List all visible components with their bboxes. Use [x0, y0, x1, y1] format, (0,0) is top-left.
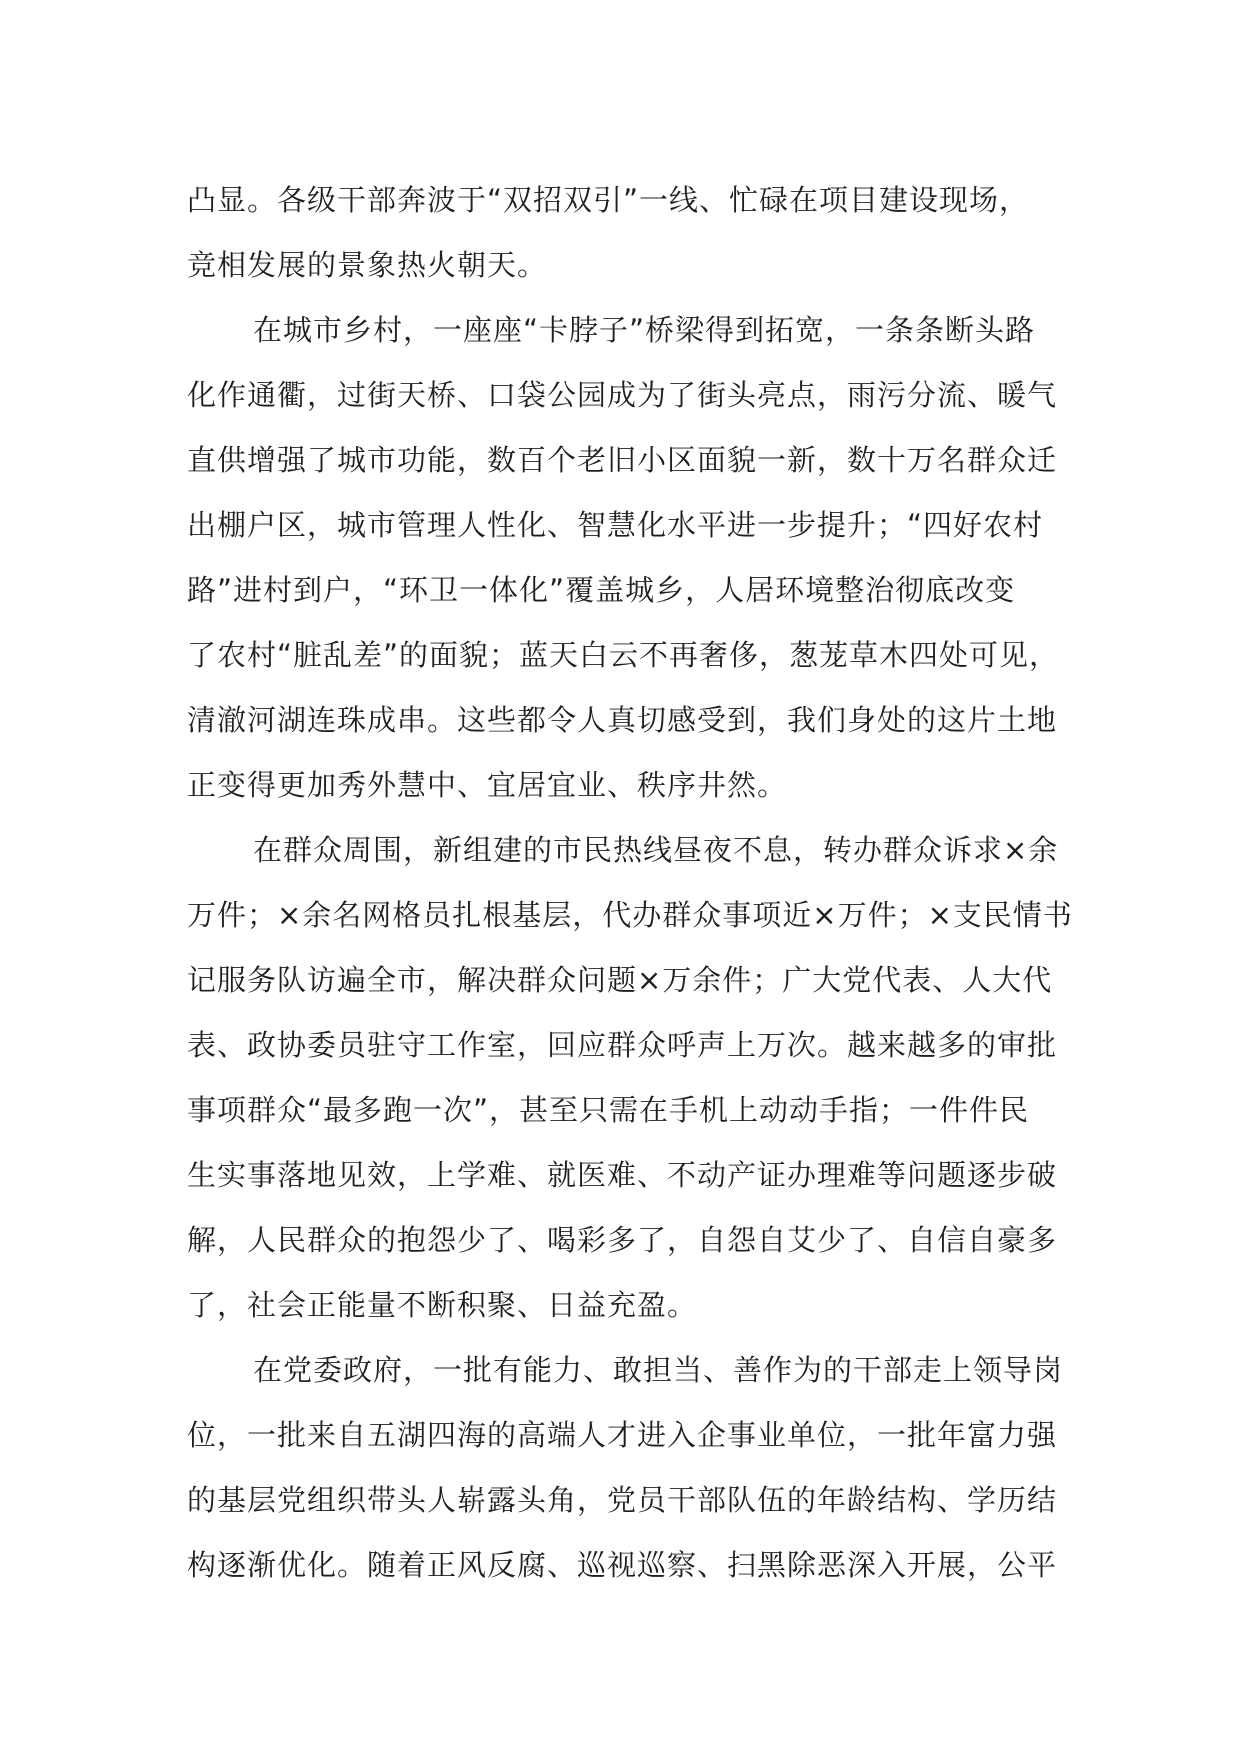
- text-line: 正变得更加秀外慧中、宜居宜业、秩序井然。: [187, 768, 788, 802]
- text-line: 生实事落地见效，上学难、就医难、不动产证办理难等问题逐步破: [187, 1158, 1058, 1192]
- text-line: 记服务队访遍全市，解决群众问题×万余件；广大党代表、人大代: [187, 963, 1053, 997]
- text-line: 的基层党组织带头人崭露头角，党员干部队伍的年龄结构、学历结: [187, 1483, 1058, 1517]
- text-line: 事项群众“最多跑一次”，甚至只需在手机上动动手指；一件件民: [187, 1093, 1030, 1127]
- text-line: 直供增强了城市功能，数百个老旧小区面貌一新，数十万名群众迁: [187, 443, 1058, 477]
- paragraph-3: [187, 818, 1072, 1338]
- text-line: 位，一批来自五湖四海的高端人才进入企事业单位，一批年富力强: [187, 1418, 1058, 1452]
- document-body: [187, 168, 1072, 1598]
- paragraph-2: [187, 298, 1072, 818]
- text-line: 构逐渐优化。随着正风反腐、巡视巡察、扫黑除恶深入开展，公平: [187, 1548, 1058, 1582]
- text-line: 万件；×余名网格员扎根基层，代办群众事项近×万件；×支民情书: [187, 898, 1073, 932]
- text-line: 路”进村到户，“环卫一体化”覆盖城乡，人居环境整治彻底改变: [187, 573, 1016, 607]
- text-line: 在党委政府，一批有能力、敢担当、善作为的干部走上领导岗: [253, 1353, 1064, 1387]
- text-line: 在城市乡村，一座座“卡脖子”桥梁得到拓宽，一条条断头路: [253, 313, 1036, 347]
- paragraph-4: [187, 1338, 1072, 1598]
- paragraph-1: [187, 168, 1072, 298]
- text-line: 了，社会正能量不断积聚、日益充盈。: [187, 1288, 698, 1322]
- text-line: 在群众周围，新组建的市民热线昼夜不息，转办群众诉求×余: [253, 833, 1059, 867]
- text-line: 了农村“脏乱差”的面貌；蓝天白云不再奢侈，葱茏草木四处可见，: [187, 638, 1060, 672]
- text-line: 清澈河湖连珠成串。这些都令人真切感受到，我们身处的这片土地: [187, 703, 1058, 737]
- text-line: 解，人民群众的抱怨少了、喝彩多了，自怨自艾少了、自信自豪多: [187, 1223, 1058, 1257]
- text-line: 竞相发展的景象热火朝天。: [187, 248, 548, 282]
- text-line: 化作通衢，过街天桥、口袋公园成为了街头亮点，雨污分流、暖气: [187, 378, 1058, 412]
- text-line: 凸显。各级干部奔波于“双招双引”一线、忙碌在项目建设现场，: [187, 183, 1030, 217]
- text-line: 出棚户区，城市管理人性化、智慧化水平进一步提升；“四好农村: [187, 508, 1044, 542]
- text-line: 表、政协委员驻守工作室，回应群众呼声上万次。越来越多的审批: [187, 1028, 1058, 1062]
